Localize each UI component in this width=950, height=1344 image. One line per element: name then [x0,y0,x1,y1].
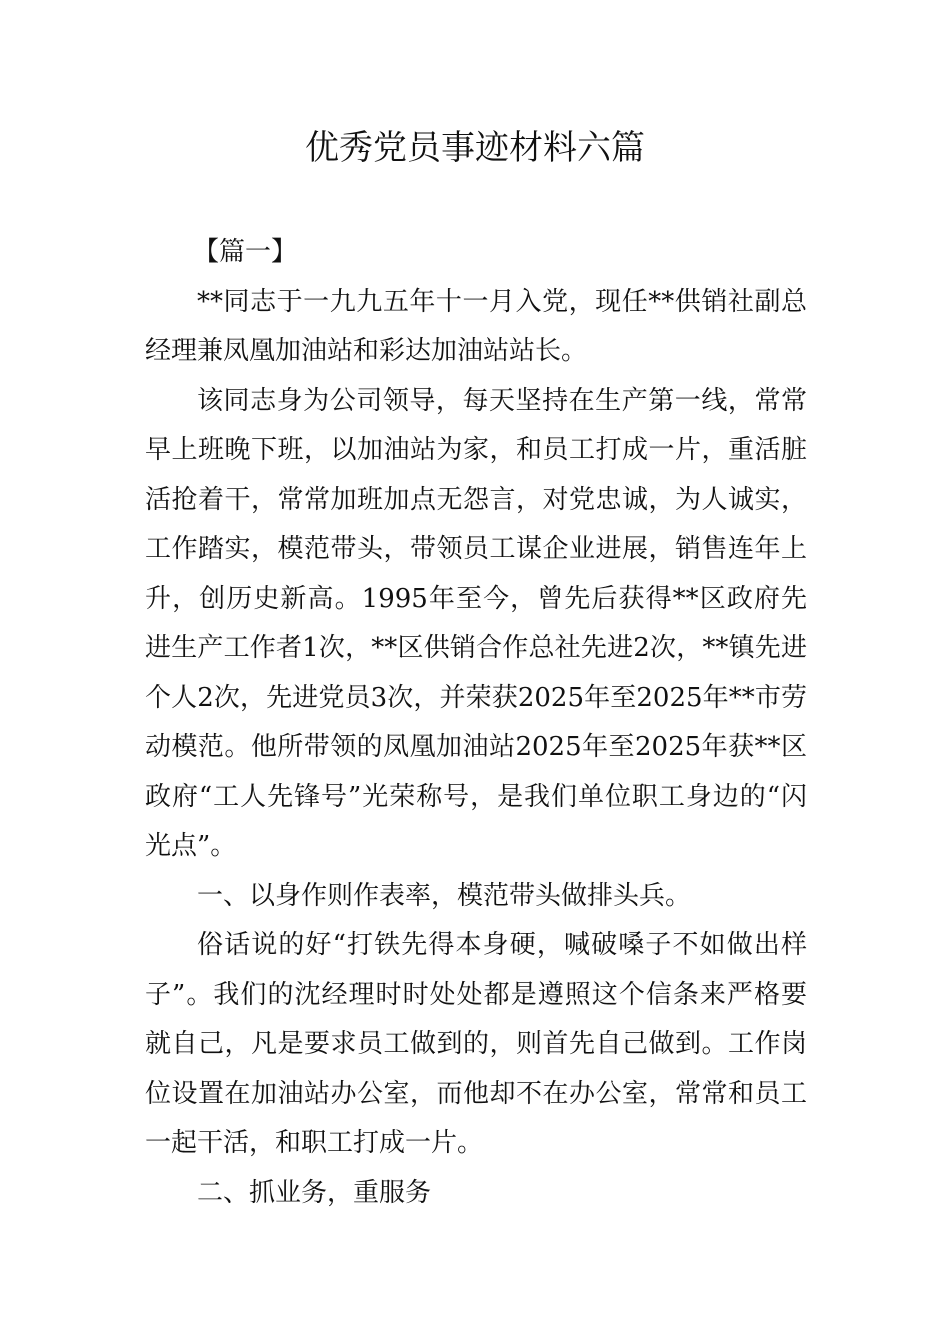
heading-one: 一、以身作则作表率，模范带头做排头兵。 [197,880,692,911]
document-title: 优秀党员事迹材料六篇 [305,128,645,168]
paragraph-achievements: 该同志身为公司领导，每天坚持在生产第一线，常常早上班晚下班，以加油站为家，和员工打成一片，重活脏活抢着干，常常加班加点无怨言，对党忠诚，为人诚实，工作踏实，模范带头，带领员工谋企业进展，销售连年上升，创历史新高。1995年至今，曾先后获得**区政府先进生产工作者1次，**区供销合作总社先进2次，**镇先进个人2次，先进党员3次，并荣获2025年至2025年**市劳动模范。他所带领的凤凰加油站2025年至2025年获**区政府“工人先锋号”光荣称号，是我们单位职工身边的“闪光点”。 [145,385,807,861]
heading-two: 二、抓业务，重服务 [197,1177,432,1208]
paragraph-example: 俗话说的好“打铁先得本身硬，喊破嗓子不如做出样子”。我们的沈经理时时处处都是遵照这个信条来严格要就自己，凡是要求员工做到的，则首先自己做到。工作岗位设置在加油站办公室，而他却不在办公室，常常和员工一起干活，和职工打成一片。 [145,930,807,1158]
section-label: 【篇一】 [193,237,298,267]
paragraph-intro: **同志于一九九五年十一月入党，现任**供销社副总经理兼凤凰加油站和彩达加油站站长。 [145,286,807,366]
document-body [145,228,807,1218]
